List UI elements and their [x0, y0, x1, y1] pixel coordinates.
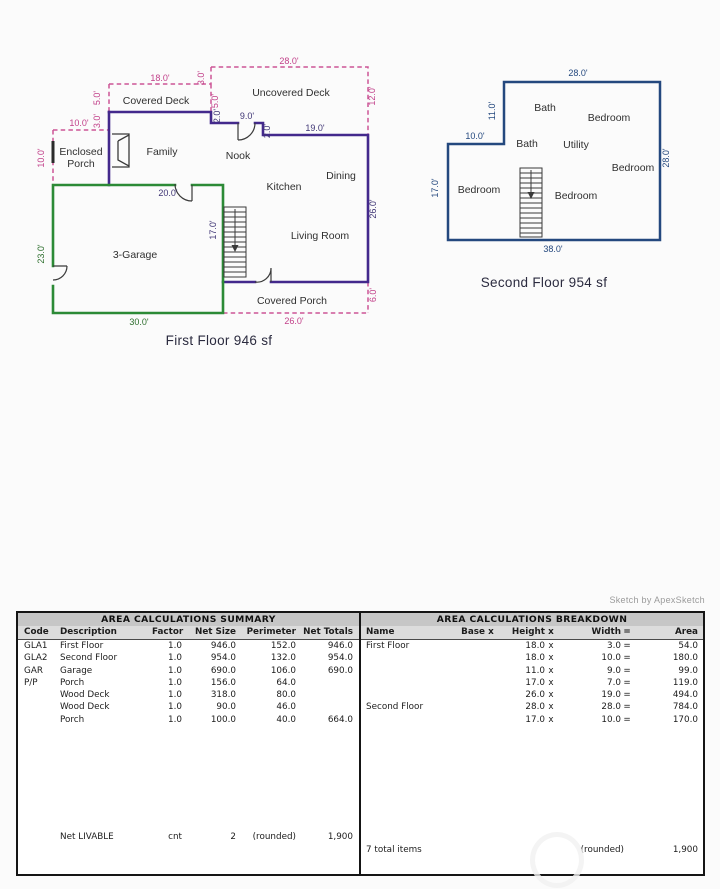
- breakdown-table-header: [361, 626, 703, 640]
- cell-net-total: 954.0: [327, 653, 353, 664]
- staircase-second-floor: [520, 168, 542, 237]
- cell-area: 99.0: [678, 665, 698, 676]
- col-description: Description: [60, 627, 117, 637]
- second-floor-dimensions: [430, 68, 671, 254]
- cell-net-size: 156.0: [210, 677, 236, 688]
- cell-factor: 1.0: [168, 665, 182, 676]
- footer-gap: [624, 844, 634, 857]
- table-row: [361, 640, 703, 652]
- footer-total-items-label: 7 total items: [366, 845, 422, 855]
- footer-rounded-label: (rounded): [580, 845, 624, 855]
- room-bedroom-right: Bedroom: [611, 162, 655, 174]
- dim-garage-bottom: 30.0': [129, 317, 149, 327]
- footer-count-value: 2: [230, 832, 236, 842]
- cell-height: 28.0: [525, 702, 545, 713]
- cell-factor: 1.0: [168, 641, 182, 651]
- col-net-totals: Net Totals: [303, 627, 353, 637]
- room-uncovered-deck: Uncovered Deck: [252, 87, 330, 99]
- cell-perimeter: 106.0: [270, 665, 296, 676]
- col-equals: =: [623, 627, 631, 637]
- col-net-size: Net Size: [194, 627, 236, 637]
- cell-code: [24, 714, 60, 726]
- cell-area: 119.0: [672, 677, 698, 688]
- cell-net-total: [296, 689, 353, 701]
- cell-base-x: [485, 677, 497, 689]
- staircase-first-floor: [224, 207, 246, 277]
- dim-nook-width: 9.0': [239, 111, 255, 121]
- cell-net-total: [296, 701, 353, 713]
- cell-equals: =: [623, 690, 631, 701]
- cell-net-total: [296, 677, 353, 689]
- cell-base: [455, 714, 485, 726]
- room-living-room: Living Room: [290, 230, 350, 242]
- cell-description: Garage: [60, 665, 93, 676]
- footer-total-value: 1,900: [672, 845, 698, 855]
- cell-net-size: 90.0: [216, 702, 236, 713]
- table-row: [361, 665, 703, 677]
- dim-sf-bottom: 38.0': [543, 244, 563, 254]
- dim-right-side: 26.0': [368, 199, 378, 219]
- room-covered-porch: Covered Porch: [256, 295, 328, 307]
- summary-table-header: [18, 626, 359, 640]
- cell-code: GLA2: [24, 653, 48, 664]
- cell-width: 3.0: [607, 641, 621, 651]
- col-factor: Factor: [152, 627, 184, 637]
- cell-description: Porch: [60, 714, 85, 725]
- area-calculations-tables: [16, 611, 705, 876]
- room-utility: Utility: [563, 139, 589, 151]
- dim-stairs-depth: 17.0': [208, 220, 218, 240]
- footer-spacer: [24, 831, 60, 844]
- dim-garage-top: 20.0': [158, 188, 178, 198]
- summary-table-title: AREA CALCULATIONS SUMMARY: [18, 613, 359, 626]
- cell-code: [24, 689, 60, 701]
- cell-base: [455, 701, 485, 713]
- cell-perimeter: 40.0: [276, 714, 296, 725]
- cell-net-size: 690.0: [210, 665, 236, 676]
- cell-perimeter: 152.0: [270, 641, 296, 651]
- cell-perimeter: 132.0: [270, 653, 296, 664]
- room-enclosed-porch-line2: Porch: [67, 158, 95, 170]
- table-row: [361, 677, 703, 689]
- cell-net-size: 954.0: [210, 653, 236, 664]
- cell-times: x: [548, 690, 554, 701]
- stair-direction-arrow: [232, 245, 239, 252]
- cell-name: [366, 665, 455, 677]
- cell-factor: 1.0: [168, 677, 182, 688]
- cell-description: Porch: [60, 677, 85, 688]
- cell-net-total: 664.0: [327, 714, 353, 725]
- cell-base-x: [485, 640, 497, 652]
- cell-base: [455, 665, 485, 677]
- cell-area: 784.0: [672, 702, 698, 713]
- first-floor-room-labels: [59, 87, 356, 307]
- cell-times: x: [548, 653, 554, 664]
- table-row: [18, 652, 359, 664]
- dim-covered-deck-width: 18.0': [150, 73, 170, 83]
- table-row: [18, 689, 359, 701]
- dim-enclosed-porch-width: 10.0': [69, 118, 89, 128]
- cell-net-size: 318.0: [210, 690, 236, 701]
- second-floor-plan: [430, 68, 671, 290]
- room-bedroom-top-right: Bedroom: [587, 112, 631, 124]
- col-base: Base: [461, 627, 485, 637]
- dim-covered-porch-width: 26.0': [284, 316, 304, 326]
- table-row: [361, 652, 703, 664]
- cell-base-x: [485, 689, 497, 701]
- room-covered-deck: Covered Deck: [122, 95, 190, 107]
- dim-nook-step-left: 2.0': [212, 108, 222, 124]
- footer-cnt-label: cnt: [168, 832, 182, 842]
- cell-base-x: [485, 701, 497, 713]
- cell-equals: =: [623, 653, 631, 664]
- room-bath-top: Bath: [534, 102, 556, 114]
- dim-kitchen-top: 19.0': [305, 123, 325, 133]
- breakdown-table: [361, 613, 703, 874]
- cell-factor: 1.0: [168, 714, 182, 725]
- cell-width: 10.0: [601, 653, 621, 664]
- cell-height: 17.0: [525, 714, 545, 725]
- dim-covered-deck-right-depth: 5.0': [210, 93, 220, 109]
- dim-enclosed-porch-depth: 10.0': [36, 148, 46, 168]
- watermark-circle: [530, 832, 584, 888]
- cell-base: [455, 652, 485, 664]
- room-bedroom-left: Bedroom: [457, 184, 501, 196]
- cell-height: 18.0: [525, 641, 545, 651]
- dim-uncovered-deck-width: 28.0': [279, 56, 299, 66]
- room-family: Family: [146, 146, 178, 158]
- cell-factor: 1.0: [168, 690, 182, 701]
- dim-sf-lower-left: 17.0': [430, 178, 440, 198]
- cell-code: [24, 701, 60, 713]
- cell-height: 17.0: [525, 677, 545, 688]
- cell-area: 494.0: [672, 690, 698, 701]
- first-floor-plan: [36, 56, 378, 348]
- cell-times: x: [548, 677, 554, 688]
- cell-name: First Floor: [366, 641, 410, 651]
- cell-perimeter: 80.0: [276, 690, 296, 701]
- cell-area: 170.0: [672, 714, 698, 725]
- cell-description: First Floor: [60, 641, 104, 651]
- cell-height: 26.0: [525, 690, 545, 701]
- table-row: [18, 640, 359, 652]
- cell-code: GLA1: [24, 641, 48, 651]
- cell-name: Second Floor: [366, 702, 424, 713]
- dim-deck-offset: 3.0': [196, 70, 206, 86]
- footer-rounded-label: (rounded): [252, 832, 296, 842]
- footer-total-value: 1,900: [327, 832, 353, 842]
- dim-porch-gap: 3.0': [92, 113, 102, 129]
- col-height-x: x: [548, 627, 554, 637]
- cell-height: 18.0: [525, 653, 545, 664]
- table-row: [18, 665, 359, 677]
- table-row: [18, 714, 359, 726]
- cell-code: P/P: [24, 677, 38, 688]
- dim-sf-step: 10.0': [465, 131, 485, 141]
- cell-width: 7.0: [607, 677, 621, 688]
- cell-base: [455, 640, 485, 652]
- cell-name: [366, 689, 455, 701]
- sketch-credit: Sketch by ApexSketch: [609, 595, 705, 605]
- cell-width: 19.0: [601, 690, 621, 701]
- cell-width: 10.0: [601, 714, 621, 725]
- col-code: Code: [24, 627, 49, 637]
- col-name: Name: [366, 627, 395, 637]
- dim-garage-left: 23.0': [36, 244, 46, 264]
- room-dining: Dining: [326, 170, 356, 182]
- col-width: Width: [591, 627, 621, 637]
- dim-uncovered-deck-depth: 12.0': [367, 86, 377, 106]
- first-floor-caption: First Floor 946 sf: [165, 333, 273, 348]
- cell-times: x: [548, 702, 554, 713]
- room-bath-mid: Bath: [516, 138, 538, 150]
- cell-net-size: 100.0: [210, 714, 236, 725]
- fireplace: [112, 134, 129, 167]
- table-row: [18, 701, 359, 713]
- cell-area: 54.0: [678, 641, 698, 651]
- dim-sf-upper-left: 11.0': [487, 101, 497, 121]
- cell-description: Wood Deck: [60, 690, 110, 701]
- cell-base-x: [485, 652, 497, 664]
- cell-net-total: 946.0: [327, 641, 353, 651]
- dim-nook-step-right: 2.0': [262, 123, 272, 139]
- cell-name: [366, 652, 455, 664]
- cell-equals: =: [623, 641, 631, 651]
- cell-description: Wood Deck: [60, 702, 110, 713]
- cell-times: x: [548, 665, 554, 676]
- cell-name: [366, 677, 455, 689]
- cell-width: 9.0: [607, 665, 621, 676]
- cell-name: [366, 714, 455, 726]
- cell-equals: =: [623, 702, 631, 713]
- room-kitchen: Kitchen: [266, 181, 302, 193]
- table-row: [361, 714, 703, 726]
- cell-description: Second Floor: [60, 653, 118, 664]
- cell-times: x: [548, 641, 554, 651]
- dim-covered-porch-depth: 6.0': [368, 287, 378, 303]
- table-row: [18, 677, 359, 689]
- table-row: [361, 701, 703, 713]
- cell-equals: =: [623, 677, 631, 688]
- room-nook: Nook: [225, 150, 251, 162]
- col-base-x: x: [488, 627, 494, 637]
- cell-code: GAR: [24, 665, 43, 676]
- cell-net-size: 946.0: [210, 641, 236, 651]
- cell-perimeter: 46.0: [276, 702, 296, 713]
- second-floor-caption: Second Floor 954 sf: [480, 275, 608, 290]
- cell-equals: =: [623, 714, 631, 725]
- room-bedroom-center: Bedroom: [554, 190, 598, 202]
- cell-base-x: [485, 665, 497, 677]
- room-garage: 3-Garage: [112, 249, 158, 261]
- cell-perimeter: 64.0: [276, 677, 296, 688]
- dim-sf-top: 28.0': [568, 68, 588, 78]
- cell-equals: =: [623, 665, 631, 676]
- cell-base-x: [485, 714, 497, 726]
- cell-height: 11.0: [525, 665, 545, 676]
- room-enclosed-porch-line1: Enclosed: [59, 146, 103, 158]
- cell-base: [455, 689, 485, 701]
- dim-covered-deck-left-depth: 5.0': [92, 90, 102, 106]
- col-perimeter: Perimeter: [246, 627, 296, 637]
- cell-base: [455, 677, 485, 689]
- dim-sf-right: 28.0': [661, 148, 671, 168]
- footer-net-livable-label: Net LIVABLE: [60, 832, 114, 842]
- col-height: Height: [511, 627, 545, 637]
- cell-factor: 1.0: [168, 653, 182, 664]
- summary-table: [18, 613, 359, 874]
- col-area: Area: [674, 627, 698, 637]
- cell-times: x: [548, 714, 554, 725]
- table-row: [361, 689, 703, 701]
- cell-width: 28.0: [601, 702, 621, 713]
- cell-net-total: 690.0: [327, 665, 353, 676]
- breakdown-table-title: AREA CALCULATIONS BREAKDOWN: [361, 613, 703, 626]
- cell-area: 180.0: [672, 653, 698, 664]
- cell-factor: 1.0: [168, 702, 182, 713]
- summary-table-footer: [18, 831, 359, 844]
